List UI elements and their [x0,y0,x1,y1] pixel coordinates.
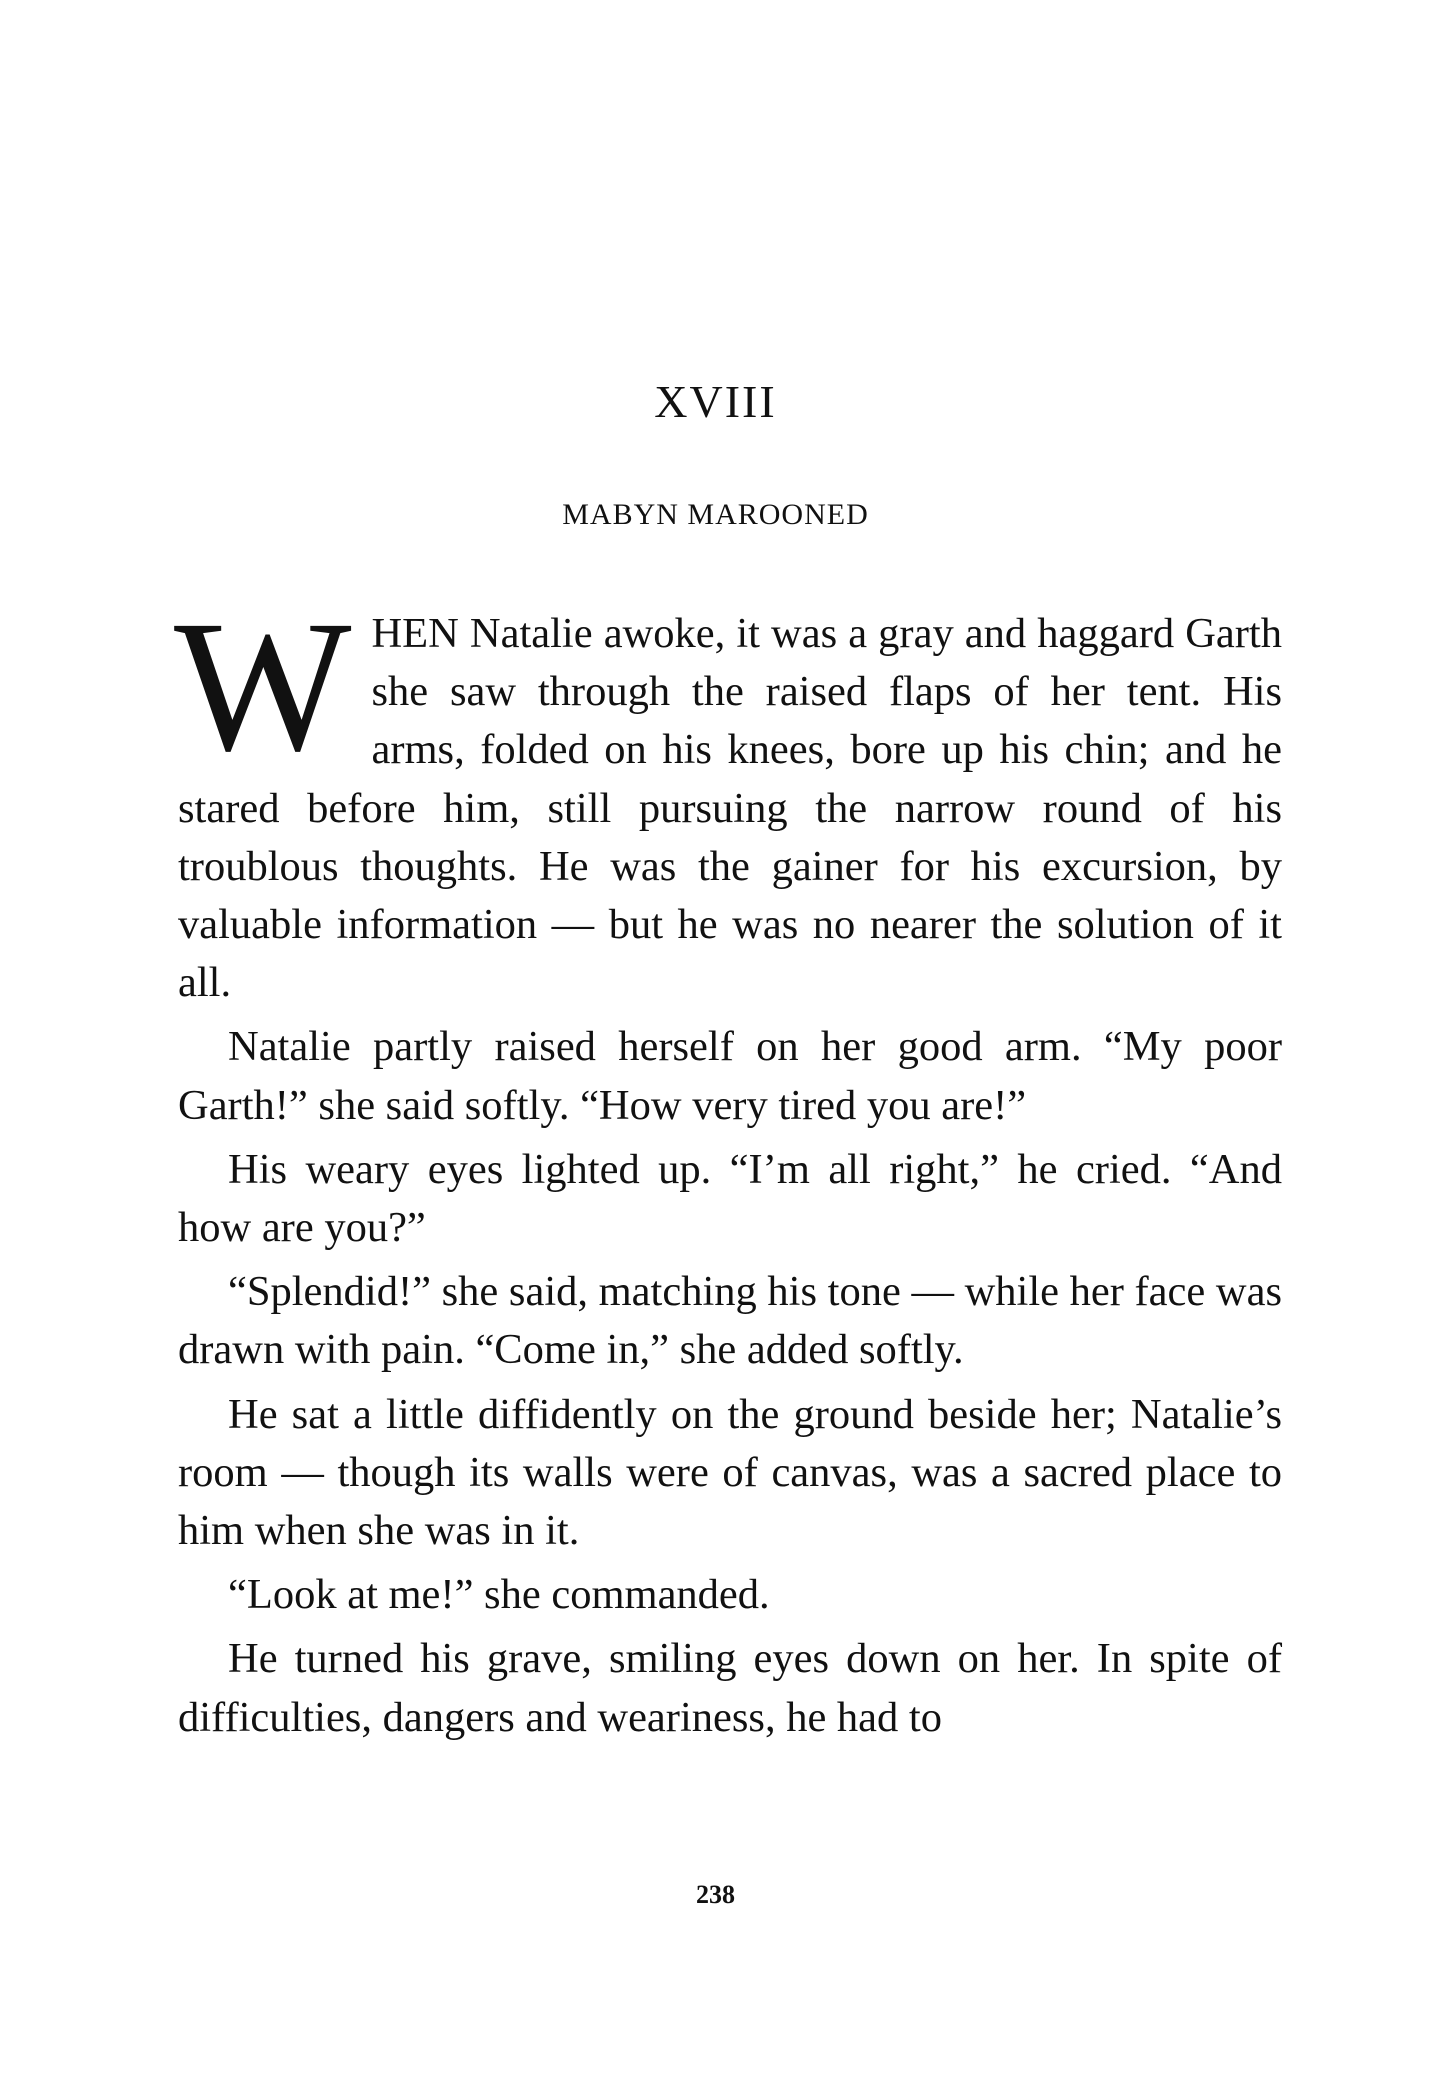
chapter-title: MABYN MAROONED [562,498,869,531]
paragraph-5: He sat a little diffidently on the ground beside her; Natalie’s room — though its walls were of canvas, was a sacred place to him when she was in it. [178,1390,1282,1555]
paragraph-6: “Look at me!” she commanded. [228,1571,770,1619]
paragraph-7: He turned his grave, smiling eyes down on her. In spite of difficulties, dangers and weariness, he had to [178,1635,1282,1741]
paragraph-2: Natalie partly raised herself on her good arm. “My poor Garth!” she said softly. “How very tired you are!” [178,1023,1282,1129]
paragraph-4: “Splendid!” she said, matching his tone — while her face was drawn with pain. “Come in,” she added softly. [178,1268,1282,1374]
page-number: 238 [696,1880,735,1909]
drop-cap: W [174,581,352,790]
body-text [174,581,1282,1747]
chapter-number: XVIII [654,376,777,427]
paragraph-1-text: HEN Natalie awoke, it was a gray and haggard Garth she saw through the raised flaps of her tent. His arms, folded on his knees, bore up his chin; and he stared before him, still pursuing the narrow round of his troublous thoughts. He was the gainer for his excursion, by valuable information — but he was no nearer the solution of it all. [178,610,1282,1007]
paragraph-1 [174,581,1282,1012]
paragraph-3: His weary eyes lighted up. “I’m all right,” he cried. “And how are you?” [178,1145,1282,1252]
